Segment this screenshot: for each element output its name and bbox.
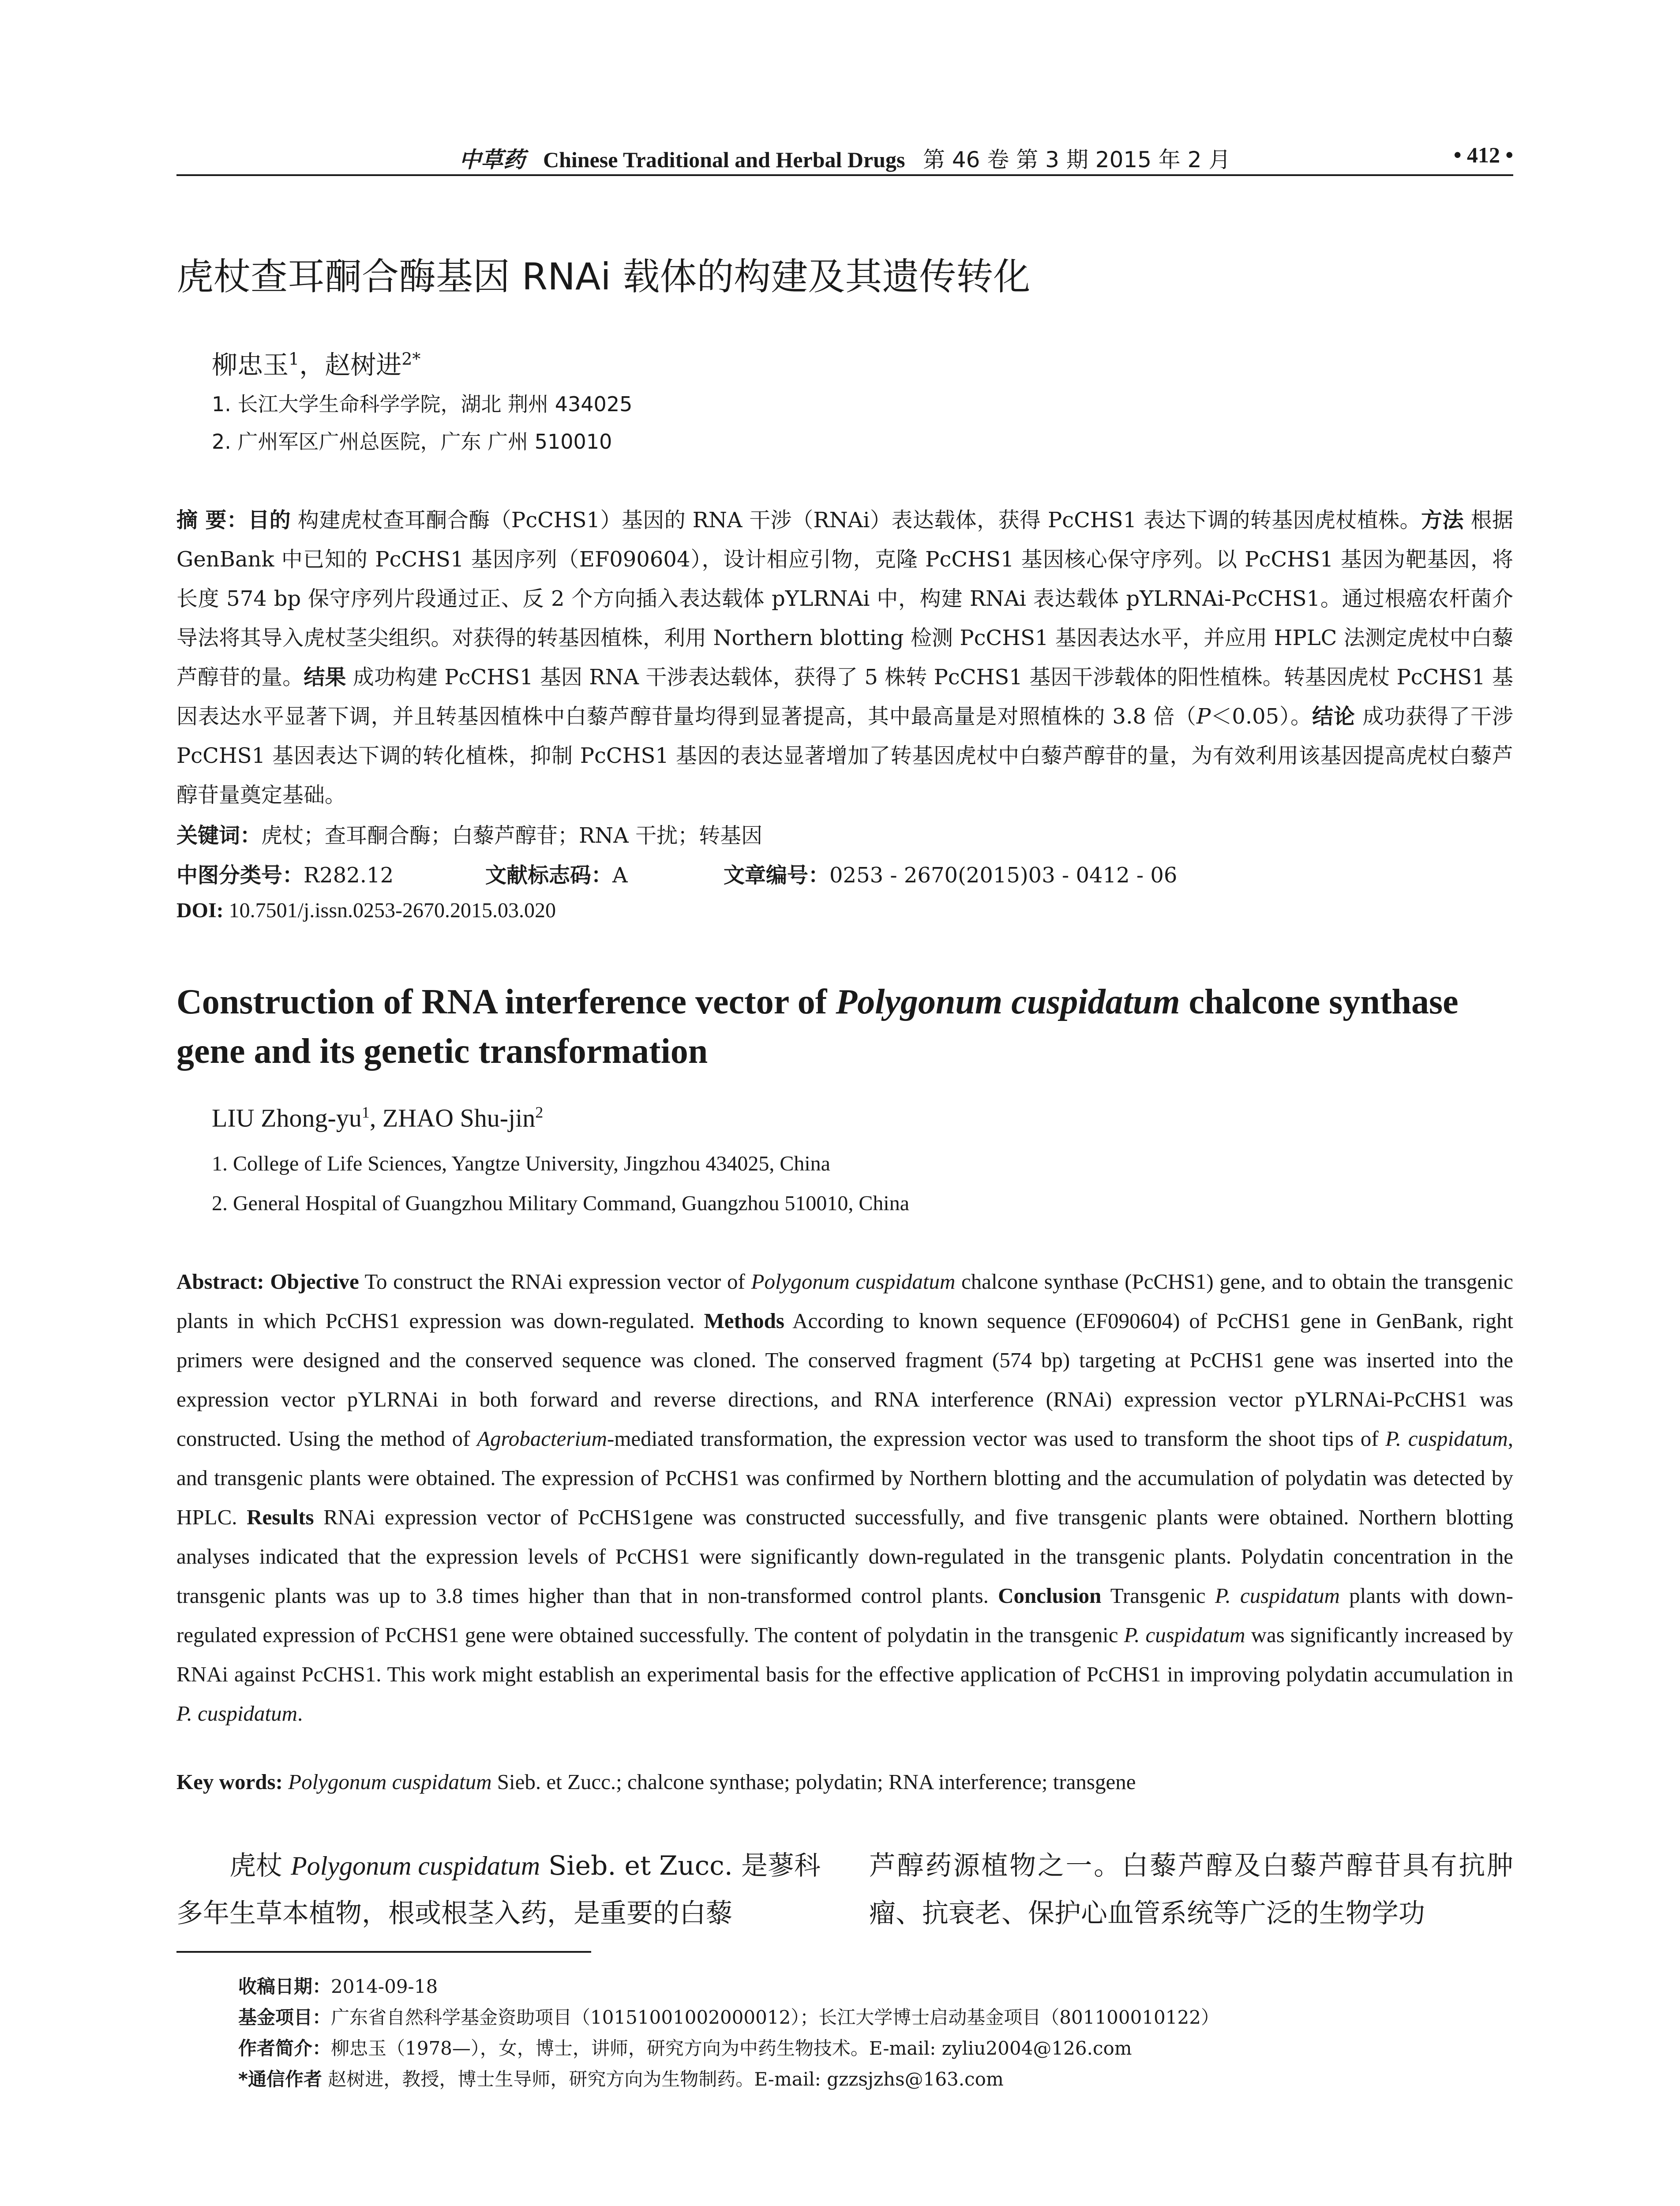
body-left-a: 虎杖 xyxy=(229,1850,291,1881)
body-column-left xyxy=(176,1842,821,1937)
en-objective-a: To construct the RNAi expression vector of xyxy=(359,1269,751,1294)
en-keywords-label: Key words: xyxy=(176,1770,289,1794)
cn-keywords-text: 虎杖；查耳酮合酶；白藜芦醇苷；RNA 干扰；转基因 xyxy=(261,823,763,848)
clc-value: R282.12 xyxy=(304,863,394,888)
clc-label: 中图分类号： xyxy=(176,863,304,888)
body-left-species: Polygonum cuspidatum xyxy=(291,1851,540,1880)
doi-value: 10.7501/j.issn.0253-2670.2015.03.020 xyxy=(229,899,556,922)
doc-code-value: A xyxy=(612,863,628,888)
en-methods-pc: P. cuspidatum xyxy=(1385,1426,1508,1451)
cn-results-p: P xyxy=(1196,704,1211,729)
fund-value: 广东省自然科学基金资助项目（10151001002000012）；长江大学博士启动基金项目（801100010122） xyxy=(331,2007,1219,2028)
corr-label: *通信作者 xyxy=(238,2068,322,2090)
chinese-title: 虎杖查耳酮合酶基因 RNAi 载体的构建及其遗传转化 xyxy=(176,255,1031,298)
en-objective-species: Polygonum cuspidatum xyxy=(751,1269,956,1294)
body-left-b: Sieb. et Zucc. 是蓼科多年生草本植物，根或根茎入药，是重要的白藜 xyxy=(176,1850,821,1929)
cn-results-end: ＜0.05）。 xyxy=(1211,704,1312,729)
footnote-received xyxy=(238,1972,438,1999)
en-objective-b: chalcone synthase (PcCHS1) gene, and to obtain the transgenic plants in which PcCHS1 expression was down-regulated. xyxy=(176,1269,1514,1333)
article-no-value: 0253 - 2670(2015)03 - 0412 - 06 xyxy=(829,863,1178,888)
english-abstract xyxy=(176,1262,1513,1733)
en-results-label: Results xyxy=(247,1505,314,1529)
en-methods-agro: Agrobacterium xyxy=(477,1426,607,1451)
chinese-abstract xyxy=(176,501,1513,815)
bio-value: 柳忠玉（1978—），女，博士，讲师，研究方向为中药生物技术。E-mail: zyliu2004@126.com xyxy=(331,2037,1132,2059)
received-value: 2014-09-18 xyxy=(331,1976,438,1997)
cn-conclusion-label: 结论 xyxy=(1312,704,1355,729)
cn-results-label: 结果 xyxy=(304,665,346,690)
en-affiliation-2: 2. General Hospital of Guangzhou Military Command, Guangzhou 510010, China xyxy=(212,1192,910,1215)
en-keywords-text: Sieb. et Zucc.; chalcone synthase; polydatin; RNA interference; transgene xyxy=(491,1770,1136,1794)
cn-methods-label: 方法 xyxy=(1421,508,1464,533)
en-author-1: LIU Zhong-yu xyxy=(212,1103,362,1133)
cn-affiliation-2: 2. 广州军区广州总医院，广东 广州 510010 xyxy=(212,430,612,454)
en-conclusion-d: . xyxy=(297,1701,303,1726)
en-conclusion-pc1: P. cuspidatum xyxy=(1215,1583,1340,1608)
en-author-1-sup: 1 xyxy=(361,1103,370,1121)
en-conclusion-pc3: P. cuspidatum xyxy=(176,1701,298,1726)
en-methods-b: -mediated transformation, the expression vector was used to transform the shoot tips of xyxy=(607,1426,1386,1451)
cn-keywords-label: 关键词： xyxy=(176,823,262,848)
cn-author-1: 柳忠玉 xyxy=(212,350,289,380)
en-keywords-species: Polygonum cuspidatum xyxy=(288,1770,492,1794)
corr-value: 赵树进，教授，博士生导师，研究方向为生物制药。E-mail: gzzsjzhs@163.com xyxy=(322,2068,1004,2090)
footnote-rule xyxy=(176,1951,591,1953)
doi-label: DOI: xyxy=(176,899,229,922)
english-keywords xyxy=(176,1769,1513,1794)
cn-methods: 根据 GenBank 中已知的 PcCHS1 基因序列（EF090604），设计相应引物，克隆 PcCHS1 基因核心保守序列。以 PcCHS1 基因为靶基因，将长度 574 bp 保守序列片段通过正、反 2 个方向插入表达载体 pYLRNAi 中，构建 RNAi 表达载体 pYLRNAi-PcCHS1。通过根癌农杆菌介导法将其导入虎杖茎尖组织。对获得的转基因植株，利用 Northern blotting 检测 PcCHS1 基因表达水平，并应用 HPLC 法测定虎杖中白藜芦醇苷的量。 xyxy=(176,508,1513,690)
cn-affiliation-1: 1. 长江大学生命科学学院，湖北 荆州 434025 xyxy=(212,392,633,416)
cn-keywords xyxy=(176,818,762,849)
en-conclusion-label: Conclusion xyxy=(998,1583,1102,1608)
cn-author-sep: ， xyxy=(299,350,325,380)
footnote-fund xyxy=(238,2003,1219,2030)
en-author-2: ZHAO Shu-jin xyxy=(382,1103,536,1133)
cn-objective: 构建虎杖查耳酮合酶（PcCHS1）基因的 RNA 干涉（RNAi）表达载体，获得 PcCHS1 表达下调的转基因虎杖植株。 xyxy=(291,508,1421,533)
cn-abstract-label: 摘 要： xyxy=(176,508,248,533)
en-affiliation-1: 1. College of Life Sciences, Yangtze University, Jingzhou 434025, China xyxy=(212,1152,830,1175)
en-title-a: Construction of RNA interference vector of xyxy=(176,983,836,1021)
journal-cn: 中草药 xyxy=(459,146,525,173)
en-conclusion-a: Transgenic xyxy=(1101,1583,1215,1608)
en-author-2-sup: 2 xyxy=(535,1103,544,1121)
en-results: RNAi expression vector of PcCHS1gene was constructed successfully, and five transgenic plants were obtained. Northern blotting analyses indicated that the expression levels of PcCHS1 were significantly down-regulated in the transgenic plants. Polydatin concentration in the transgenic plants was up to 3.8 times higher than that in non-transformed control plants. xyxy=(176,1505,1514,1608)
en-conclusion-pc2: P. cuspidatum xyxy=(1124,1623,1245,1647)
en-methods-label: Methods xyxy=(704,1309,784,1333)
doc-code-label: 文献标志码： xyxy=(485,863,613,888)
cn-objective-label: 目的 xyxy=(248,508,291,533)
cn-author-2-sup: 2* xyxy=(401,349,421,369)
footnote-author-bio xyxy=(238,2034,1132,2060)
cn-classification xyxy=(176,858,1177,889)
doi-line xyxy=(176,898,556,923)
english-title xyxy=(176,977,1513,1076)
journal-issue: 第 46 卷 第 3 期 2015 年 2 月 xyxy=(922,147,1231,173)
cn-author-2: 赵树进 xyxy=(325,350,402,380)
cn-author-1-sup: 1 xyxy=(289,349,300,369)
received-label: 收稿日期： xyxy=(238,1976,331,1997)
en-conclusion-c: was significantly increased by RNAi against PcCHS1. This work might establish an experimental basis for the effective application of PcCHS1 in improving polydatin accumulation in xyxy=(176,1623,1513,1686)
article-no-label: 文章编号： xyxy=(724,863,830,888)
footnote-corresponding xyxy=(238,2065,1004,2091)
en-methods-c: , and transgenic plants were obtained. The expression of PcCHS1 was confirmed by Northern blotting and the accumulation of polydatin was detected by HPLC. xyxy=(176,1426,1513,1529)
header-rule xyxy=(176,174,1513,176)
en-methods-a: According to known sequence (EF090604) of PcCHS1 gene in GenBank, right primers were designed and the conserved sequence was cloned. The conserved fragment (574 bp) targeting at PcCHS1 gene was inserted into the expression vector pYLRNAi in both forward and reverse directions, and RNA interference (RNAi) expression vector pYLRNAi-PcCHS1 was constructed. Using the method of xyxy=(176,1309,1513,1451)
bio-label: 作者简介： xyxy=(238,2037,331,2059)
en-title-species: Polygonum cuspidatum xyxy=(836,983,1180,1021)
fund-label: 基金项目： xyxy=(238,2007,331,2028)
journal-en: Chinese Traditional and Herbal Drugs xyxy=(543,147,905,172)
chinese-authors xyxy=(212,344,420,381)
en-objective-label: Objective xyxy=(270,1269,359,1294)
en-conclusion-b: plants with down-regulated expression of PcCHS1 gene were obtained successfully. The content of polydatin in the transgenic xyxy=(176,1583,1513,1647)
body-column-right: 芦醇药源植物之一。白藜芦醇及白藜芦醇苷具有抗肿瘤、抗衰老、保护心血管系统等广泛的生物学功 xyxy=(869,1850,1513,1929)
en-author-sep: , xyxy=(369,1103,382,1133)
page-number: • 412 • xyxy=(1453,143,1513,167)
english-authors xyxy=(212,1103,543,1133)
cn-results: 成功构建 PcCHS1 基因 RNA 干涉表达载体，获得了 5 株转 PcCHS1 基因干涉载体的阳性植株。转基因虎杖 PcCHS1 基因表达水平显著下调，并且转基因植株中白藜芦醇苷量均得到显著提高，其中最高量是对照植株的 3.8 倍（ xyxy=(176,665,1513,729)
en-title-b: chalcone synthase gene and its genetic transformation xyxy=(176,983,1459,1071)
cn-conclusion: 成功获得了干涉 PcCHS1 基因表达下调的转化植株，抑制 PcCHS1 基因的表达显著增加了转基因虎杖中白藜芦醇苷的量，为有效利用该基因提高虎杖白藜芦醇苷量奠定基础。 xyxy=(176,704,1513,807)
en-abstract-label: Abstract: xyxy=(176,1269,270,1294)
